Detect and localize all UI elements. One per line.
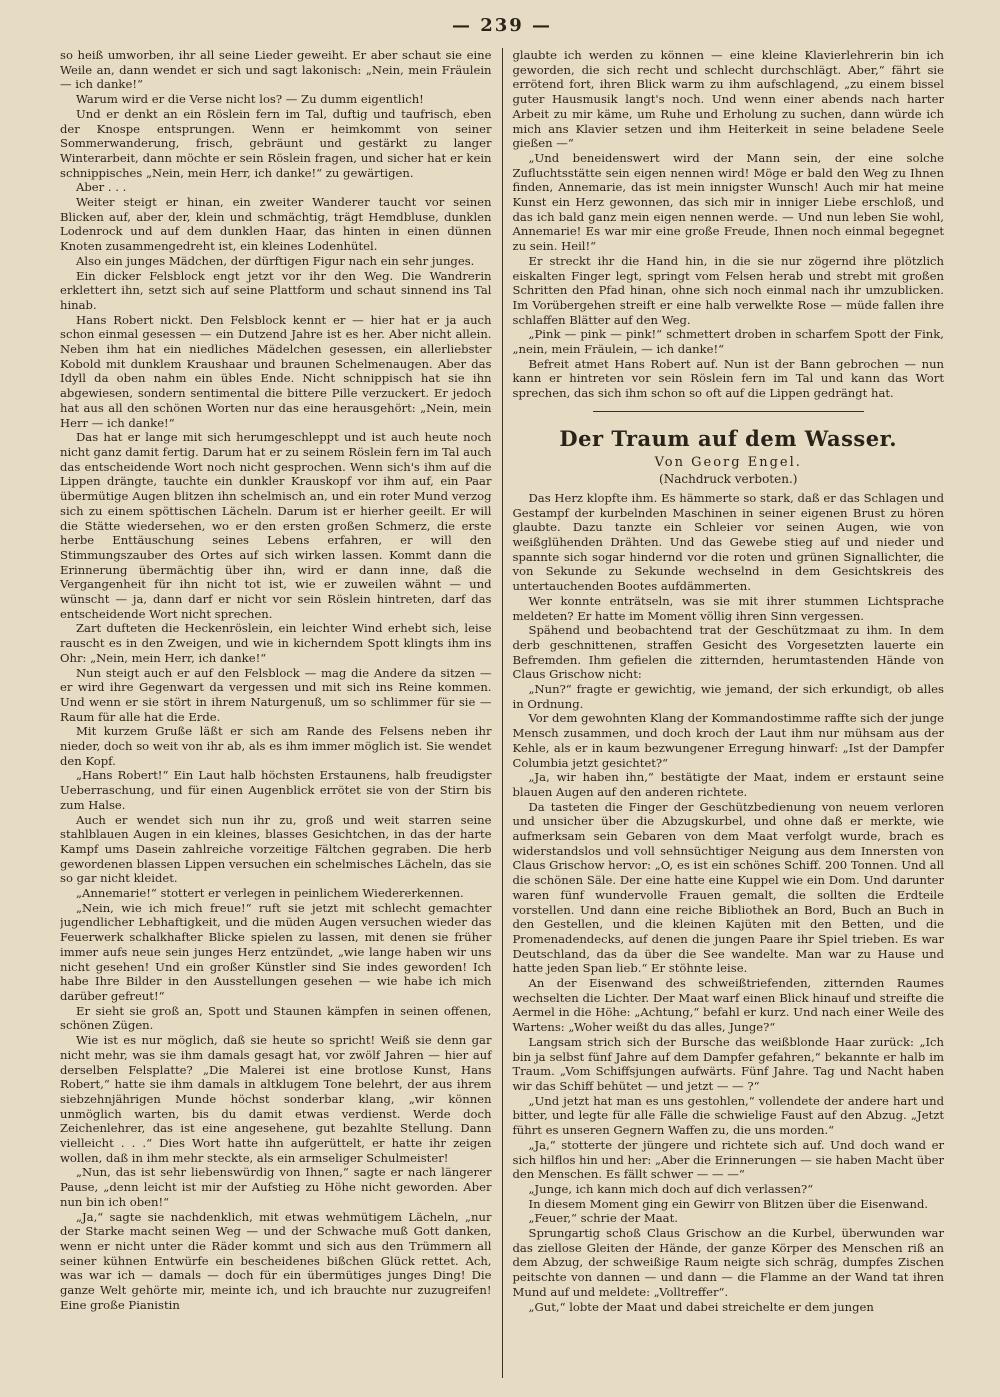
paragraph: „Ja,“ stotterte der jüngere und richtete sich auf. Und doch wand er sich hilflos hin und her: „Aber die Erinnerungen — sie haben Macht über den Menschen. Es fällt schwer — — —“ (512, 1137, 944, 1182)
paragraph: An der Eisenwand des schweißtriefenden, zitternden Raumes wechselten die Lichter. Der Maat warf einen Blick hinauf und streifte die Aermel in die Höhe: „Achtung,“ befahl er kurz. Und nach einer Weile des Wartens: „Woher weißt du das alles, Junge?“ (512, 976, 944, 1035)
paragraph: Also ein junges Mädchen, der dürftigen Figur nach ein sehr junges. (76, 253, 475, 268)
paragraph: Wer konnte enträtseln, was sie mit ihrer stummen Lichtsprache meldeten? Er hatte im Moment völlig ihren Sinn vergessen. (512, 593, 944, 623)
paragraph: Vor dem gewohnten Klang der Kommandostimme raffte sich der junge Mensch zusammen, und doch kroch der Laut ihm nur mühsam aus der Kehle, als er in kaum bezwungener Erregung hinwarf: „Ist der Dampfer Columbia jetzt gesichtet?“ (512, 711, 944, 770)
paragraph: Auch er wendet sich nun ihr zu, groß und weit starren seine stahlblauen Augen in ein kleines, blasses Gesichtchen, in das der harte Kampf ums Dasein zahlreiche vorzeitige Fältchen gegraben. Die herb gewordenen blassen Lippen versuchen ein schelmisches Lächeln, das sie so gar nicht kleidet. (60, 812, 492, 886)
paragraph: „Gut,“ lobte der Maat und dabei streichelte er dem jungen (528, 1299, 874, 1314)
paragraph: Befreit atmet Hans Robert auf. Nun ist der Bann gebrochen — nun kann er hintreten vor sein Röslein fern im Tal und kann das Wort sprechen, das sich ihm schon so oft auf die Lippen gedrängt hat. (512, 356, 944, 401)
paragraph: „Annemarie!“ stottert er verlegen in peinlichem Wiedererkennen. (76, 886, 464, 901)
right-column (503, 48, 945, 1378)
paragraph: „Hans Robert!“ Ein Laut halb höchsten Erstaunens, halb freudigster Ueberraschung, und für einen Augenblick errötet sie von der Stirn bis zum Halse. (60, 768, 492, 812)
paragraph: Spähend und beobachtend trat der Geschützmaat zu ihm. In dem derb geschnittenen, straffen Gesicht des Vorgesetzten lauerte ein Befremden. Ihm gefielen die zitternden, herumtastenden Hände von Claus Grischow nicht: (512, 623, 944, 682)
story-continuation (513, 48, 945, 401)
paragraph: Langsam strich sich der Bursche das weißblonde Haar zurück: „Ich bin ja selbst fünf Jahre auf dem Dampfer gefahren,“ bekannte er halb im Traum. „Vom Schiffsjungen aufwärts. Fünf Jahre. Tag und Nacht haben wir das Schiff behütet — und jetzt — — ?“ (512, 1034, 944, 1093)
paragraph: „Nein, wie ich mich freue!“ ruft sie jetzt mit schlecht gemachter jugendlicher Lebhaftigkeit, und die müden Augen versuchen wieder das Feuerwerk schalkhafter Blicke spielen zu lassen, mit denen sie früher immer aufs neue sein junges Herz entzündet, „wie lange haben wir uns nicht gesehen! Und ein großer Künstler sind Sie indes geworden! Ich habe Ihre Bilder in den Ausstellungen gesehen — wie habe ich mich darüber gefreut!“ (60, 900, 492, 1003)
paragraph: „Pink — pink — pink!“ schmettert droben in scharfem Spott der Fink, „nein, mein Fräulein, — ich danke!“ (512, 327, 944, 357)
paragraph: Das Herz klopfte ihm. Es hämmerte so stark, daß er das Schlagen und Gestampf der kurbelnden Maschinen in seiner eigenen Brust zu hören glaubte. Dazu tanzte ein Schleier vor seinen Augen, wie von weißglühenden Drähten. Und das Gewebe stieg auf und nieder und spannte sich sogar hindernd vor die roten und grünen Signallichter, die von Sekunde zu Sekunde wechselnd in dem Gesichtskreis des untertauchenden Bootes aufdämmerten. (512, 490, 944, 594)
text-columns (60, 48, 944, 1378)
paragraph: Sprungartig schoß Claus Grischow an die Kurbel, überwunden war das ziellose Gleiten der Hände, der ganze Körper des Menschen riß an dem Abzug, der schweißige Raum neigte sich schräg, dumpfes Zischen peitschte von dannen — und dann — die Flamme an der Wand tat ihren Mund auf und meldete: „Volltreffer“. (512, 1226, 944, 1299)
paragraph: In diesem Moment ging ein Gewirr von Blitzen über die Eisenwand. (528, 1196, 929, 1211)
paragraph: Das hat er lange mit sich herumgeschleppt und ist auch heute noch nicht ganz damit fertig. Darum hat er zu seinem Röslein fern im Tal auch das entscheidende Wort noch nicht gesprochen. Wenn sich's ihm auf die Lippen drängte, tauchte ein dunkler Krauskopf vor ihm auf, ein Paar übermütige Augen blitzen ihn schelmisch an, und ein roter Mund verzog sich zu einem spöttischen Lächeln. Darum ist er hierher geeilt. Er will die Stätte wiedersehen, wo er den ersten großen Schmerz, die erste herbe Enttäuschung seines Lebens erfahren, er will den Stimmungszauber des Ortes auf sich wirken lassen. Kommt dann die Erinnerung übermächtig über ihn, wird er dann inne, daß die Vergangenheit für ihn nicht tot ist, wie er zuweilen wähnt — und wünscht — ja, dann darf er nicht vor sein Röslein hintreten, darf das entscheidende Wort nicht sprechen. (60, 430, 492, 621)
paragraph: „Feuer,“ schrie der Maat. (528, 1211, 678, 1226)
paragraph: Zart dufteten die Heckenröslein, ein leichter Wind erhebt sich, leise rauscht es in den Zweigen, und wie in kicherndem Spott klingts ihm ins Ohr: „Nein, mein Herr, ich danke!“ (60, 621, 492, 665)
paragraph: Warum wird er die Verse nicht los? — Zu dumm eigentlich! (76, 92, 424, 107)
paragraph: Aber . . . (76, 180, 127, 195)
paragraph: Er sieht sie groß an, Spott und Staunen kämpfen in seinen offenen, schönen Zügen. (60, 1003, 492, 1033)
story-author: Von Georg Engel. (654, 454, 802, 470)
paragraph: „Ja,“ sagte sie nachdenklich, mit etwas wehmütigem Lächeln, „nur der Starke macht seinen Weg — und der Schwache muß Gott danken, wenn er nicht unter die Räder kommt und sich aus den Trümmern all seiner kühnen Entwürfe ein bescheidenes bißchen Glück rettet. Ach, was war ich — damals — doch für ein übermütiges junges Ding! Die ganze Welt gehörte mir, meinte ich, und ich brauchte nur zuzugreifen! Eine große Pianistin (60, 1209, 492, 1312)
paragraph: Hans Robert nickt. Den Felsblock kennt er — hier hat er ja auch schon einmal gesessen — ein Dutzend Jahre ist es her. Aber nicht allein. Neben ihm hat ein niedliches Mädelchen gesessen, ein allerliebster Kobold mit dunklem Kraushaar und braunen Schelmenaugen. Aber das Idyll da oben nahm ein übles Ende. Nicht schnippisch hat sie ihn abgewiesen, sondern sentimental die bittere Pille verzuckert. Er jedoch hat aus all den schönen Worten nur das eine herausgehört: „Nein, mein Herr — ich danke!“ (60, 312, 492, 430)
paragraph: Mit kurzem Gruße läßt er sich am Rande des Felsens neben ihr nieder, doch so weit von ihr ab, als es ihm immer möglich ist. Sie wendet den Kopf. (60, 724, 492, 768)
paragraph: Er streckt ihr die Hand hin, in die sie nur zögernd ihre plötzlich eiskalten Finger legt, springt vom Felsen herab und strebt mit großen Schritten den Pfad hinan, ohne sich noch einmal nach ihr umzublicken. Im Vorübergehen streift er eine halb verwelkte Rose — müde fallen ihre schlaffen Blätter auf den Weg. (512, 253, 944, 327)
paragraph: Weiter steigt er hinan, ein zweiter Wanderer taucht vor seinen Blicken auf, aber der, klein und schmächtig, trägt Hemdbluse, dunklen Lodenrock und auf dem dunklen Haar, das hinten in einen dünnen Knoten zusammengedreht ist, ein kleines Lodenhütel. (60, 195, 492, 254)
paragraph: „Und jetzt hat man es uns gestohlen,“ vollendete der andere hart und bitter, und legte für alle Fälle die schwielige Faust auf den Abzug. „Jetzt führt es unseren Gegnern Waffen zu, die uns morden.“ (512, 1093, 944, 1138)
reprint-notice: (Nachdruck verboten.) (659, 471, 798, 486)
paragraph: Da tasteten die Finger der Geschützbedienung von neuem verloren und unsicher über die Abzugskurbel, und ohne daß er merkte, wie aufmerksam sein Gebaren von dem Maat verfolgt wurde, brach es widerstandslos und voll sehnsüchtiger Neigung aus dem Innersten von Claus Grischow hervor: „O, es ist ein schönes Schiff. 200 Tonnen. Und all die schönen Säle. Der eine hatte eine Kuppel wie ein Dom. Und darunter waren fünf wundervolle Frauen gemalt, die sollten die Erdteile vorstellen. Und dann eine reiche Bibliothek an Bord, Buch an Buch in den Gestellen, und die kleinen Kajüten mit den Betten, und die Promenadendecks, auf denen die jungen Paare ihr Spiel trieben. Es war Deutschland, das da über die See wandelte. Man war zu Hause und hatte jeden Span lieb.“ Er stöhnte leise. (512, 799, 944, 976)
paragraph: Ein dicker Felsblock engt jetzt vor ihr den Weg. Die Wandrerin erklettert ihn, setzt sich auf seine Plattform und schaut sinnend ins Tal hinab. (60, 268, 492, 312)
paragraph: „Junge, ich kann mich doch auf dich verlassen?“ (528, 1181, 814, 1196)
paragraph: Wie ist es nur möglich, daß sie heute so spricht! Weiß sie denn gar nicht mehr, was sie ihm damals gesagt hat, vor zwölf Jahren — hier auf derselben Felsplatte? „Die Malerei ist eine brotlose Kunst, Hans Robert,“ hatte sie ihm damals in altklugem Tone belehrt, der aus ihrem siebzehnjährigen Munde höchst sonderbar klang, „wir können unmöglich warten, bis du damit etwas verdienst. Werde doch Zeichenlehrer, das ist eine angesehene, gut bezahlte Stellung. Dann vielleicht . . .“ Dies Wort hatte ihn aufgerüttelt, er hatte ihr zeigen wollen, daß in ihm mehr steckte, als ein armseliger Schulmeister! (60, 1033, 492, 1165)
paragraph: glaubte ich werden zu können — eine kleine Klavierlehrerin bin ich geworden, die sich recht und schlecht durchschlägt. Aber,“ fährt sie errötend fort, ihren Blick warm zu ihm aufschlagend, „zu einem bissel guter Hausmusik langt's noch. Und wenn einer abends nach harter Arbeit zu mir käme, um Ruhe und Erholung zu suchen, dann würde ich mich ans Klavier setzen und ihm Heiterkeit in seine beladene Seele gießen —“ (512, 48, 944, 151)
page-number: — 239 — (451, 15, 553, 36)
paragraph: „Ja, wir haben ihn,“ bestätigte der Maat, indem er erstaunt seine blauen Augen auf den anderen richtete. (512, 770, 944, 799)
paragraph: „Und beneidenswert wird der Mann sein, der eine solche Zufluchtsstätte sein eigen nennen wird! Möge er bald den Weg zu Ihnen finden, Annemarie, das ist mein innigster Wunsch! Auch mir hat meine Kunst ein Herz gewonnen, das sich mir in inniger Liebe erschloß, und das ich bald ganz mein eigen nennen werde. — Und nun leben Sie wohl, Annemarie! Es war mir eine große Freude, Ihnen noch einmal begegnet zu sein. Heil!“ (512, 150, 944, 254)
paragraph: „Nun, das ist sehr liebenswürdig von Ihnen,“ sagte er nach längerer Pause, „denn leicht ist mir der Aufstieg zu Höhe nicht geworden. Aber nun bin ich oben!“ (60, 1165, 492, 1209)
story-title: Der Traum auf dem Wasser. (559, 425, 898, 451)
paragraph: „Nun?“ fragte er gewichtig, wie jemand, der sich erkundigt, ob alles in Ordnung. (512, 682, 944, 711)
left-column (60, 48, 503, 1378)
paragraph: Und er denkt an ein Röslein fern im Tal, duftig und taufrisch, eben der Knospe entsprungen. Wenn er heimkommt von seiner Sommerwanderung, frisch, gebräunt und gestärkt zu langer Winterarbeit, dann möchte er sein Röslein fragen, und sicher hat er kein schnippisches „Nein, mein Herr, ich danke!“ zu gewärtigen. (60, 106, 492, 180)
paragraph: so heiß umworben, ihr all seine Lieder geweiht. Er aber schaut sie eine Weile an, dann wendet er sich und sagt lakonisch: „Nein, mein Fräulein — ich danke!“ (60, 48, 492, 92)
paragraph: Nun steigt auch er auf den Felsblock — mag die Andere da sitzen — er wird ihre Gegenwart da vergessen und mit sich ins Reine kommen. Und wenn er sie stört in ihrem Naturgenuß, um so schlimmer für sie — Raum für alle hat die Erde. (60, 665, 492, 724)
section-divider (593, 411, 865, 412)
story-body (513, 491, 945, 1314)
